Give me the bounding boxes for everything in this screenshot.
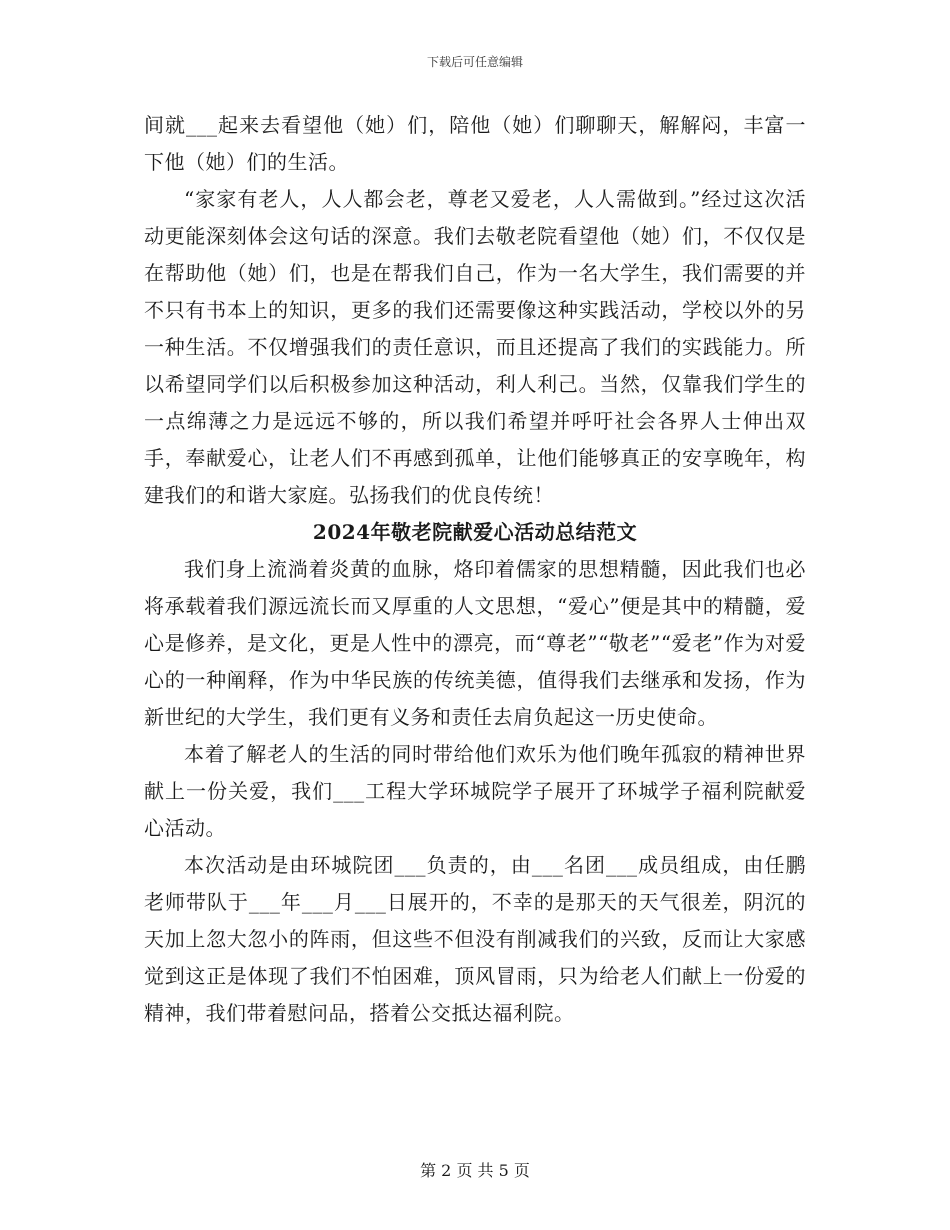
section-title: 2024年敬老院献爱心活动总结范文 <box>312 520 638 544</box>
paragraph-continued: 间就___起来去看望他（她）们，陪他（她）们聊聊天，解解闷，丰富一下他（她）们的生活。 <box>144 113 806 174</box>
paragraph-quote: “家家有老人，人人都会老，尊老又爱老，人人需做到。”经过这次活动更能深刻体会这句话的深意。我们去敬老院看望他（她）们，不仅仅是在帮助他（她）们，也是在帮我们自己，作为一名大学生，我们需要的并不只有书本上的知识，更多的我们还需要像这种实践活动，学校以外的另一种生活。不仅增强我们的责任意识，而且还提高了我们的实践能力。所以希望同学们以后积极参加这种活动，利人利己。当然，仅靠我们学生的一点绵薄之力是远远不够的，所以我们希望并呼吁社会各界人士伸出双手，奉献爱心，让老人们不再感到孤单，让他们能够真正的安享晚年，构建我们的和谐大家庭。弘扬我们的优良传统！ <box>144 187 806 507</box>
page-footer: 第 2 页 共 5 页 <box>420 1161 530 1180</box>
paragraph-heritage: 我们身上流淌着炎黄的血脉，烙印着儒家的思想精髓，因此我们也必将承载着我们源远流长而又厚重的人文思想，“爱心”便是其中的精髓，爱心是修养，是文化，更是人性中的漂亮，而“尊老”“敬老”“爱老”作为对爱心的一种阐释，作为中华民族的传统美德，值得我们去继承和发扬，作为新世纪的大学生，我们更有义务和责任去肩负起这一历史使命。 <box>144 557 806 729</box>
paragraph-purpose: 本着了解老人的生活的同时带给他们欢乐为他们晚年孤寂的精神世界献上一份关爱，我们___工程大学环城院学子展开了环城学子福利院献爱心活动。 <box>144 742 806 840</box>
page-header: 下载后可任意编辑 <box>426 55 523 69</box>
paragraph-activity: 本次活动是由环城院团___负责的，由___名团___成员组成，由任鹏老师带队于___年___月___日展开的，不幸的是那天的天气很差，阴沉的天加上忽大忽小的阵雨，但这些不但没有削减我们的兴致，反而让大家感觉到这正是体现了我们不怕困难，顶风冒雨，只为给老人们献上一份爱的精神，我们带着慰问品，搭着公交抵达福利院。 <box>144 853 806 1025</box>
document-body <box>144 107 806 1032</box>
